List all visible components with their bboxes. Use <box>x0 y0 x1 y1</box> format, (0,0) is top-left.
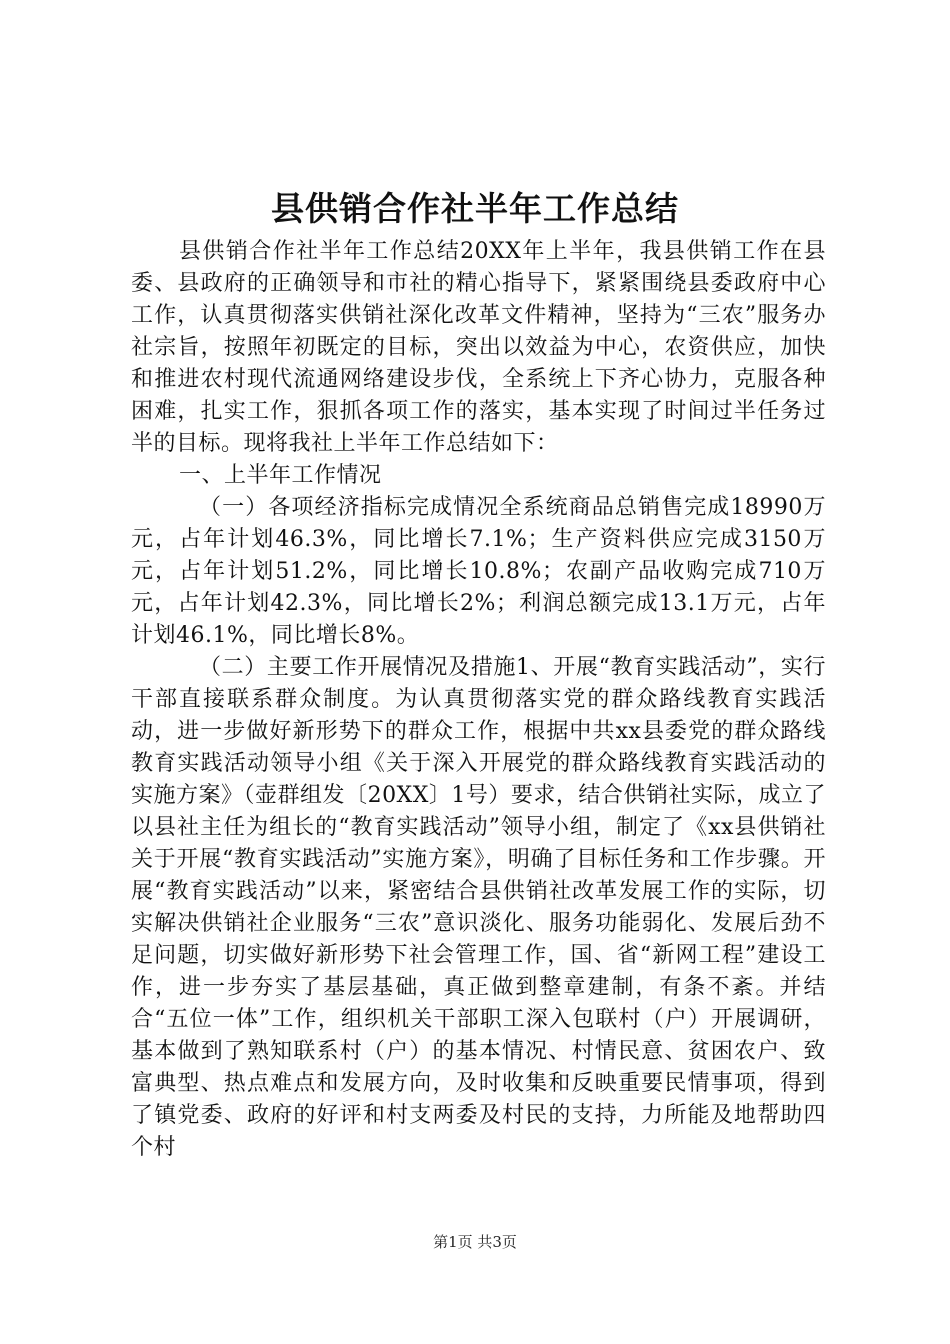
measures-paragraph: （二）主要工作开展情况及措施1、开展“教育实践活动”，实行干部直接联系群众制度。为认真贯彻落实党的群众路线教育实践活动，进一步做好新形势下的群众工作，根据中共xx县委党的群众路线教育实践活动领导小组《关于深入开展党的群众路线教育实践活动的实施方案》（壶群组发〔20XX〕1号）要求，结合供销社实际，成立了以县社主任为组长的“教育实践活动”领导小组，制定了《xx县供销社关于开展“教育实践活动”实施方案》，明确了目标任务和工作步骤。开展“教育实践活动”以来，紧密结合县供销社改革发展工作的实际，切实解决供销社企业服务“三农”意识淡化、服务功能弱化、发展后劲不足问题，切实做好新形势下社会管理工作，国、省“新网工程”建设工作，进一步夯实了基层基础，真正做到整章建制，有条不紊。并结合“五位一体”工作，组织机关干部职工深入包联村（户）开展调研，基本做到了熟知联系村（户）的基本情况、村情民意、贫困农户、致富典型、热点难点和发展方向，及时收集和反映重要民情事项，得到了镇党委、政府的好评和村支两委及村民的支持，力所能及地帮助四个村 <box>131 655 826 1160</box>
intro-paragraph: 县供销合作社半年工作总结20XX年上半年，我县供销工作在县委、县政府的正确领导和市社的精心指导下，紧紧围绕县委政府中心工作，认真贯彻落实供销社深化改革文件精神，坚持为“三农”服务办社宗旨，按照年初既定的目标，突出以效益为中心，农资供应，加快和推进农村现代流通网络建设步伐，全系统上下齐心协力，克服各种困难，扎实工作，狠抓各项工作的落实，基本实现了时间过半任务过半的目标。现将我社上半年工作总结如下： <box>131 239 826 456</box>
indicators-paragraph: （一）各项经济指标完成情况全系统商品总销售完成18990万元，占年计划46.3%，同比增长7.1%；生产资料供应完成3150万元，占年计划51.2%，同比增长10.8%；农副产品收购完成710万元，占年计划42.3%，同比增长2%；利润总额完成13.1万元，占年计划46.1%，同比增长8%。 <box>131 495 826 648</box>
document-body <box>131 236 826 1164</box>
section-heading: 一、上半年工作情况 <box>179 463 382 488</box>
document-title: 县供销合作社半年工作总结 <box>271 189 679 228</box>
page-footer: 第1页 共3页 <box>433 1233 517 1251</box>
